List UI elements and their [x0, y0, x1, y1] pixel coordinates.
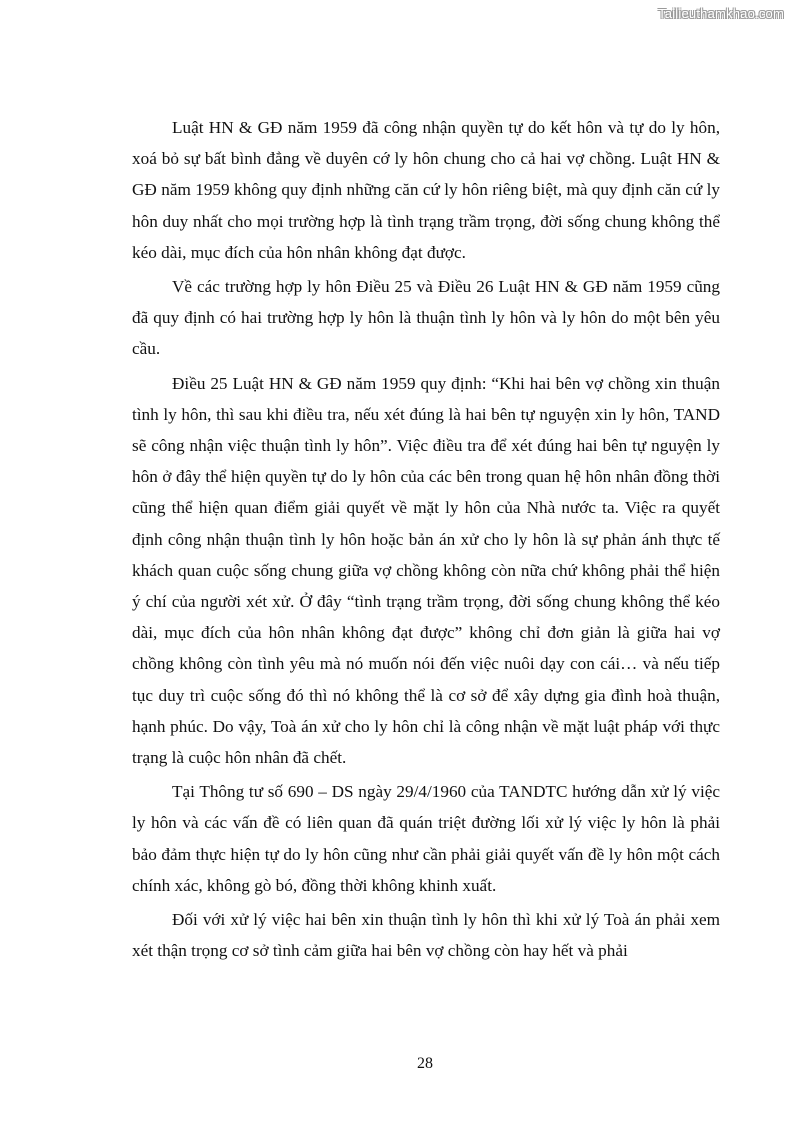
paragraph: Tại Thông tư số 690 – DS ngày 29/4/1960 của TANDTC hướng dẫn xử lý việc ly hôn và các vấn đề có liên quan đã quán triệt đường lối xử lý việc ly hôn là phải bảo đảm thực hiện tự do ly hôn cũng như cần phải giải quyết vấn đề ly hôn một cách chính xác, không gò bó, đồng thời không khinh xuất. [132, 782, 720, 895]
watermark-text: Tailieuthamkhao.com [658, 6, 784, 21]
paragraph: Điều 25 Luật HN & GĐ năm 1959 quy định: “Khi hai bên vợ chồng xin thuận tình ly hôn, thì sau khi điều tra, nếu xét đúng là hai bên tự nguyện xin ly hôn, TAND sẽ công nhận việc thuận tình ly hôn”. Việc điều tra để xét đúng hai bên tự nguyện ly hôn ở đây thể hiện quyền tự do ly hôn của các bên trong quan hệ hôn nhân đồng thời cũng thể hiện quan điểm giải quyết về mặt ly hôn của Nhà nước ta. Việc ra quyết định công nhận thuận tình ly hôn hoặc bản án xử cho ly hôn là sự phản ánh thực tế khách quan cuộc sống chung giữa vợ chồng không còn nữa chứ không phải thể hiện ý chí của người xét xử. Ở đây “tình trạng trầm trọng, đời sống chung không thể kéo dài, mục đích của hôn nhân không đạt được” không chỉ đơn giản là giữa hai vợ chồng không còn tình yêu mà nó muốn nói đến việc nuôi dạy con cái… và nếu tiếp tục duy trì cuộc sống đó thì nó không thể là cơ sở để xây dựng gia đình hoà thuận, hạnh phúc. Do vậy, Toà án xử cho ly hôn chỉ là công nhận về mặt luật pháp với thực trạng là cuộc hôn nhân đã chết. [132, 373, 720, 768]
page-number: 28 [417, 1055, 433, 1072]
paragraph: Luật HN & GĐ năm 1959 đã công nhận quyền tự do kết hôn và tự do ly hôn, xoá bỏ sự bất bình đẳng về duyên cớ ly hôn chung cho cả hai vợ chồng. Luật HN & GĐ năm 1959 không quy định những căn cứ ly hôn riêng biệt, mà quy định căn cứ ly hôn duy nhất cho mọi trường hợp là tình trạng trầm trọng, đời sống chung không thể kéo dài, mục đích của hôn nhân không đạt được. [132, 118, 720, 262]
paragraph: Về các trường hợp ly hôn Điều 25 và Điều 26 Luật HN & GĐ năm 1959 cũng đã quy định có hai trường hợp ly hôn là thuận tình ly hôn và ly hôn do một bên yêu cầu. [132, 277, 720, 359]
paragraph: Đối với xử lý việc hai bên xin thuận tình ly hôn thì khi xử lý Toà án phải xem xét thận trọng cơ sở tình cảm giữa hai bên vợ chồng còn hay hết và phải [132, 910, 720, 961]
document-body [132, 112, 720, 969]
